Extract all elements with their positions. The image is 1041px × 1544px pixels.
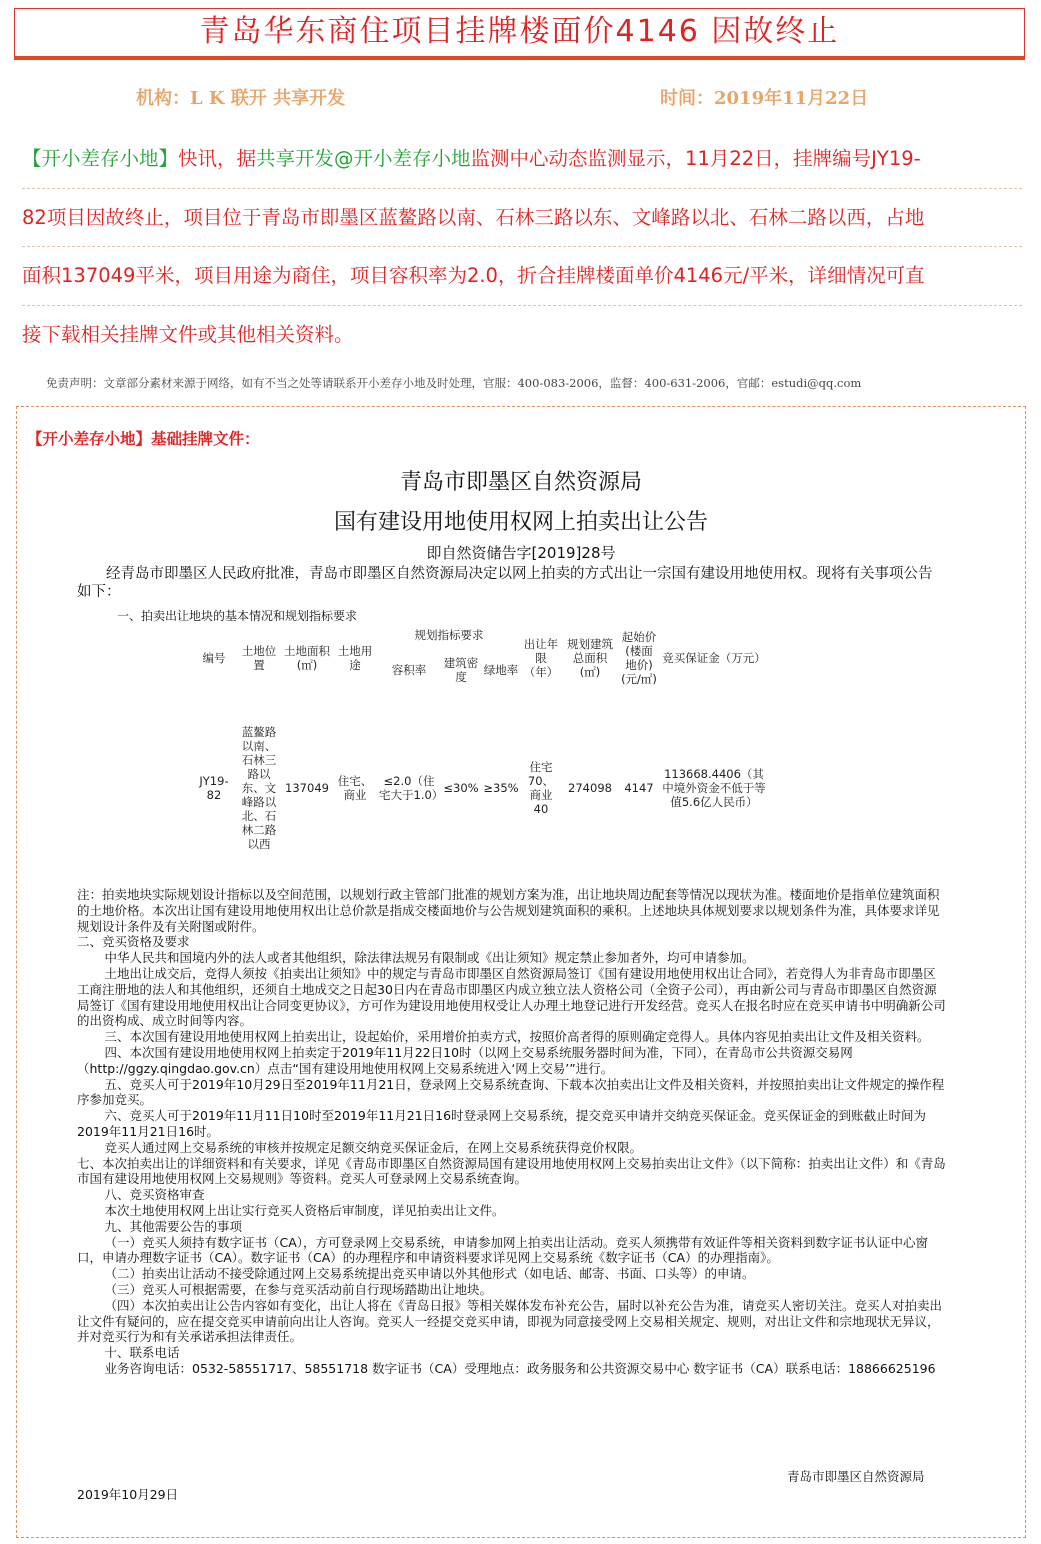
doc-paragraph: 五、竞买人可于2019年10月29日至2019年11月21日，登录网上交易系统查询、下载本次拍卖出让文件及相关资料，并按照拍卖出让文件规定的操作程序参加竞买。 [77, 1076, 945, 1108]
headline: 青岛华东商住项目挂牌楼面价4146 因故终止 [14, 8, 1025, 60]
th-area: 土地面积(㎡) [284, 644, 330, 672]
doc-title-agency: 青岛市即墨区自然资源局 [399, 470, 642, 495]
th-gfa: 规划建筑总面积(㎡) [567, 637, 613, 679]
td-location: 蓝鳌路以南、石林三路以东、文峰路以北、石林二路以西 [241, 725, 277, 851]
lead-line-3: 面积137049平米，项目用途为商住，项目容积率为2.0，折合挂牌楼面单价4146元/平米，详细情况可直 [22, 247, 1022, 306]
table-row [191, 693, 769, 883]
doc-paragraph: 四、本次国有建设用地使用权网上拍卖定于2019年11月22日10时（以网上交易系统服务器时间为准，下同），在青岛市公共资源交易网（http://ggzy.qingdao.gov.cn）点击“国有建设用地使用权网上交易系统进入‘网上交易’”进行。 [77, 1044, 853, 1076]
doc-note: 注：拍卖地块实际规划设计指标以及空间范围，以规划行政主管部门批准的规划方案为准，出让地块周边配套等情况以现状为准。楼面地价是指单位建筑面积的土地价格。本次出让国有建设用地使用权出让总价款是指成交楼面地价与公告规划建筑面积的乘积。上述地块具体规划要求以规划条件为准，具体要求详见规划设计条件及有关附图或附件。 [77, 887, 940, 934]
doc-paragraph: 竞买人通过网上交易系统的审核并按规定足额交纳竞买保证金后，在网上交易系统获得竞价权限。 [104, 1139, 643, 1155]
th-density: 建筑密度 [443, 656, 479, 684]
td-no: JY19-82 [199, 774, 229, 802]
doc-body [77, 887, 947, 1377]
td-price: 4147 [624, 781, 654, 795]
lead-line-4: 接下载相关挂牌文件或其他相关资料。 [22, 322, 354, 346]
doc-paragraph: 七、本次拍卖出让的详细资料和有关要求，详见《青岛市即墨区自然资源局国有建设用地使用权网上交易拍卖出让文件》（以下简称：拍卖出让文件）和《青岛市国有建设用地使用权网上交易规则》等资料。竞买人可登录网上交易系统查询。 [77, 1155, 946, 1187]
td-green: ≥35% [483, 781, 519, 795]
td-term: 住宅70、商业40 [527, 760, 555, 816]
doc-paragraph: 土地出让成交后，竞得人须按《拍卖出让须知》中的规定与青岛市即墨区自然资源局签订《国有建设用地使用权出让合同》，若竞得人为非青岛市即墨区工商注册地的法人和其他组织，还须自土地成交之日起30日内在青岛市即墨区内成立独立法人资格公司（全资子公司），再由新公司与青岛市即墨区自然资源局签订《国有建设用地使用权出让合同变更协议》，方可作为建设用地使用权受让人办理土地登记进行开发经营。竞买人在报名时应在竞买申请书中明确新公司的出资构成、成立时间等内容。 [77, 965, 946, 1029]
td-deposit: 113668.4406（其中境外资金不低于等值5.6亿人民币） [662, 767, 766, 809]
th-no: 编号 [202, 651, 226, 665]
doc-paragraph: 三、本次国有建设用地使用权网上拍卖出让，设起始价，采用增价拍卖方式，按照价高者得的原则确定竞得人。具体内容见拍卖出让文件及相关资料。 [104, 1029, 930, 1045]
doc-intro: 经青岛市即墨区人民政府批准，青岛市即墨区自然资源局决定以网上拍卖的方式出让一宗国有建设用地使用权。现将有关事项公告如下： [77, 566, 933, 600]
doc-paragraph: （三）竞买人可根据需要，在参与竞买活动前自行现场踏勘出让地块。 [104, 1281, 493, 1297]
lead-line-2: 82项目因故终止，项目位于青岛市即墨区蓝鳌路以南、石林三路以东、文峰路以北、石林二路以西，占地 [22, 189, 1022, 248]
th-term: 出让年限（年） [523, 637, 559, 679]
lead-text: 快讯，据 [178, 147, 257, 170]
doc-paragraph: （二）拍卖出让活动不接受除通过网上交易系统提出竞买申请以外其他形式（如电话、邮寄、书面、口头等）的申请。 [104, 1266, 755, 1282]
doc-paragraph: 中华人民共和国境内外的法人或者其他组织，除法律法规另有限制或《出让须知》规定禁止参加者外，均可申请参加。 [104, 950, 755, 966]
section-2-heading: 二、竞买资格及要求 [77, 934, 190, 950]
th-far: 容积率 [391, 663, 427, 677]
meta-time: 时间：2019年11月22日 [660, 88, 869, 109]
td-use: 住宅、商业 [337, 774, 373, 802]
doc-paragraph: 六、竞买人可于2019年11月11日10时至2019年11月21日16时登录网上交易系统，提交竞买申请并交纳竞买保证金。竞买保证金的到账截止时间为2019年11月21日16时。 [77, 1108, 927, 1139]
doc-paragraph: （一）竞买人须持有数字证书（CA），方可登录网上交易系统，申请参加网上拍卖出让活动。竞买人须携带有效证件等相关资料到数字证书认证中心窗口，申请办理数字证书（CA）。数字证书（CA）的办理程序和申请资料要求详见网上交易系统《数字证书（CA）的办理指南》。 [77, 1234, 929, 1266]
lead-source-name: 共享开发@开小差存小地 [256, 147, 471, 170]
th-price: 起始价(楼面地价)(元/㎡) [621, 630, 657, 686]
lead-text: 监测中心动态监测显示，11月22日，挂牌编号JY19- [470, 147, 921, 170]
th-use: 土地用途 [337, 644, 373, 672]
doc-signature: 青岛市即墨区自然资源局 [787, 1469, 925, 1484]
doc-paragraph: 本次土地使用权网上出让实行竞买人资格后审制度，详见拍卖出让文件。 [104, 1202, 505, 1218]
th-plan: 规划指标要求 [414, 628, 484, 642]
contact-info: 业务咨询电话：0532-58551717、58551718 数字证书（CA）受理地点：政务服务和公共资源交易中心 数字证书（CA）联系电话：18866625196 [104, 1360, 936, 1376]
doc-title-main: 国有建设用地使用权网上拍卖出让公告 [333, 510, 708, 535]
doc-date: 2019年10月29日 [77, 1487, 179, 1502]
lead-source-tag: 【开小差存小地】 [22, 147, 179, 170]
section-9-heading: 九、其他需要公告的事项 [104, 1218, 243, 1234]
lead-line-1 [22, 130, 1022, 189]
doc-paragraph: （四）本次拍卖出让公告内容如有变化，出让人将在《青岛日报》等相关媒体发布补充公告，届时以补充公告为准，请竞买人密切关注。竞买人对拍卖出让文件有疑问的，应在提交竞买申请前向出让人咨询。竞买人一经提交竞买申请，即视为同意接受网上交易相关规定、规则，对出让文件和宗地现状无异议，并对竞买行为和有关承诺承担法律责任。 [77, 1297, 943, 1345]
td-area: 137049 [285, 781, 329, 795]
th-deposit: 竞买保证金（万元） [662, 651, 766, 665]
doc-number: 即自然资储告字[2019]28号 [426, 544, 616, 562]
section-8-heading: 八、竞买资格审查 [104, 1187, 205, 1203]
lead-paragraph [22, 130, 1022, 364]
document-box [16, 406, 1026, 1538]
disclaimer: 免责声明：文章部分素材来源于网络，如有不当之处等请联系开小差存小地及时处理，官服：400-083-2006，监督：400-631-2006，官邮：estudi@qq.com [46, 376, 862, 390]
lot-table [191, 623, 769, 883]
meta-org: 机构：L K 联开 共享开发 [136, 88, 346, 109]
section-10-heading: 十、联系电话 [104, 1345, 180, 1361]
td-density: ≤30% [443, 781, 479, 795]
section-1-heading: 一、拍卖出让地块的基本情况和规划指标要求 [117, 609, 358, 623]
th-green: 绿地率 [483, 663, 519, 677]
td-far: ≤2.0（住宅大于1.0） [379, 774, 444, 802]
td-gfa: 274098 [568, 781, 612, 795]
table-header-row [191, 623, 769, 647]
box-title: 【开小差存小地】基础挂牌文件： [27, 430, 260, 448]
th-location: 土地位置 [241, 644, 277, 672]
